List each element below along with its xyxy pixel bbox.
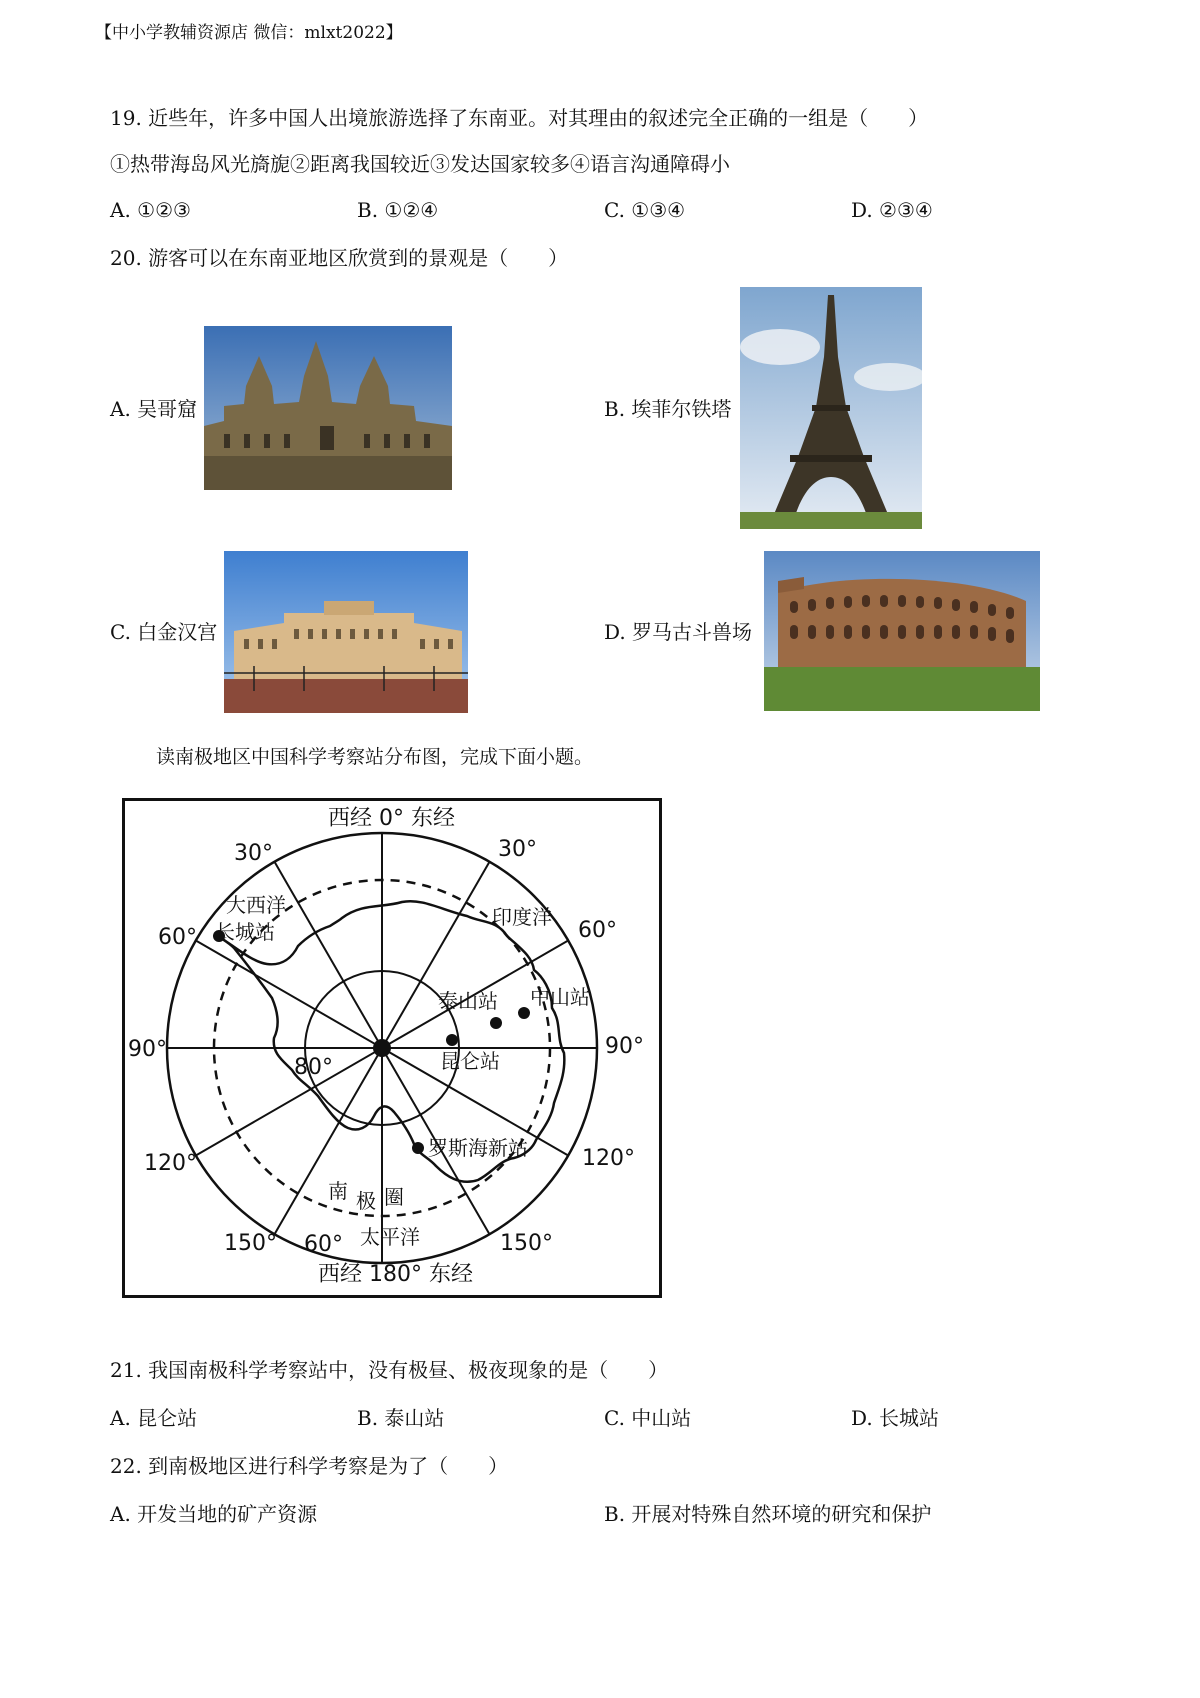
map-90-right: 90° <box>605 1034 644 1059</box>
antarctic-circle-label-1: 南 <box>328 1179 348 1203</box>
ocean-pacific: 太平洋 <box>360 1225 420 1249</box>
eiffel-tower-photo <box>740 287 922 529</box>
station-taishan: 泰山站 <box>438 989 498 1013</box>
ocean-atlantic: 大西洋 <box>226 893 286 917</box>
q22-stem: 22. 到南极地区进行科学考察是为了（ ） <box>110 1454 509 1478</box>
antarctic-map <box>122 798 662 1298</box>
q19-items: ①热带海岛风光旖旎②距离我国较近③发达国家较多④语言沟通障碍小 <box>110 152 730 176</box>
map-30-right: 30° <box>498 837 537 862</box>
antarctic-circle-label-3: 圈 <box>384 1185 404 1209</box>
map-150-left: 150° <box>224 1231 277 1256</box>
q19-option-d[interactable]: D. ②③④ <box>851 198 933 222</box>
buckingham-palace-photo <box>224 551 468 713</box>
ocean-indian: 印度洋 <box>492 905 552 929</box>
station-kunlun: 昆仑站 <box>440 1049 500 1073</box>
map-30-left: 30° <box>234 841 273 866</box>
q20-option-c[interactable]: C. 白金汉宫 <box>110 620 218 644</box>
map-80-label: 80° <box>294 1055 333 1080</box>
station-zhongshan: 中山站 <box>530 985 590 1009</box>
colosseum-photo <box>764 551 1040 711</box>
map-150-right: 150° <box>500 1231 553 1256</box>
q21-stem: 21. 我国南极科学考察站中，没有极昼、极夜现象的是（ ） <box>110 1358 669 1382</box>
q22-option-a[interactable]: A. 开发当地的矿产资源 <box>110 1502 318 1526</box>
q21-option-a[interactable]: A. 昆仑站 <box>110 1406 198 1430</box>
q20-stem: 20. 游客可以在东南亚地区欣赏到的景观是（ ） <box>110 246 569 270</box>
map-60-lat-label: 60° <box>304 1232 343 1257</box>
angkor-wat-photo <box>204 326 452 490</box>
map-60-right: 60° <box>578 918 617 943</box>
station-ross-sea: 罗斯海新站 <box>428 1136 528 1160</box>
q22-option-b[interactable]: B. 开展对特殊自然环境的研究和保护 <box>604 1502 932 1526</box>
q21-option-b[interactable]: B. 泰山站 <box>357 1406 445 1430</box>
page-header: 【中小学教辅资源店 微信：mlxt2022】 <box>95 23 403 43</box>
q19-option-a[interactable]: A. ①②③ <box>110 198 191 222</box>
map-top-label: 西经 0° 东经 <box>328 806 455 831</box>
q21-option-c[interactable]: C. 中山站 <box>604 1406 692 1430</box>
q19-option-b[interactable]: B. ①②④ <box>357 198 439 222</box>
map-120-right: 120° <box>582 1146 635 1171</box>
antarctic-circle-label-2: 极 <box>356 1189 376 1213</box>
q20-option-a[interactable]: A. 吴哥窟 <box>110 397 198 421</box>
q21-option-d[interactable]: D. 长城站 <box>851 1406 940 1430</box>
map-60-left: 60° <box>158 925 197 950</box>
station-great-wall: 长城站 <box>215 920 275 944</box>
map-90-left: 90° <box>128 1037 167 1062</box>
q19-stem: 19. 近些年，许多中国人出境旅游选择了东南亚。对其理由的叙述完全正确的一组是（ ） <box>110 106 929 130</box>
q20-option-b[interactable]: B. 埃菲尔铁塔 <box>604 397 732 421</box>
q20-option-d[interactable]: D. 罗马古斗兽场 <box>604 620 753 644</box>
map-intro: 读南极地区中国科学考察站分布图，完成下面小题。 <box>156 746 594 768</box>
q19-option-c[interactable]: C. ①③④ <box>604 198 686 222</box>
map-120-left: 120° <box>144 1151 197 1176</box>
map-bottom-label: 西经 180° 东经 <box>318 1262 473 1287</box>
